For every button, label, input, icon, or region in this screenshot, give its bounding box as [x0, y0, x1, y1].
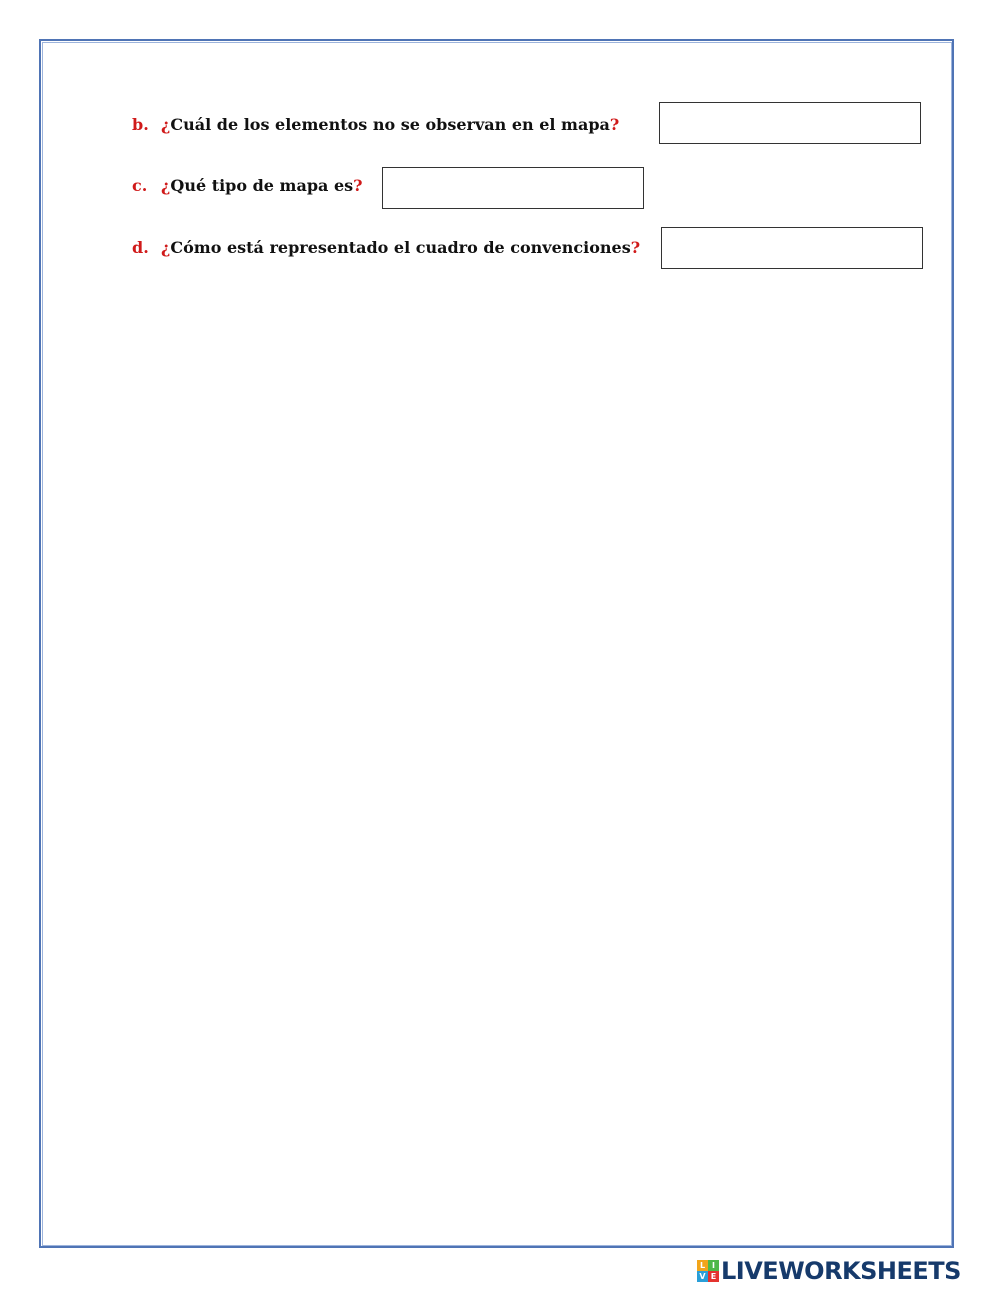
question-c	[132, 176, 363, 196]
answer-input-b[interactable]	[659, 102, 921, 144]
question-text: Qué tipo de mapa es	[170, 176, 354, 195]
question-close-mark: ?	[609, 115, 620, 134]
question-text: Cuál de los elementos no se observan en el mapa	[170, 115, 610, 134]
answer-input-c[interactable]	[382, 167, 644, 209]
logo-mark-letter: V	[697, 1271, 708, 1282]
question-letter: d.	[132, 238, 149, 257]
question-d	[132, 238, 640, 258]
question-letter: b.	[132, 115, 149, 134]
question-text: Cómo está representado el cuadro de convenciones	[170, 238, 631, 257]
logo-text: LIVEWORKSHEETS	[721, 1257, 961, 1285]
question-open-mark: ¿	[161, 238, 171, 257]
question-close-mark: ?	[353, 176, 363, 195]
question-open-mark: ¿	[161, 115, 171, 134]
liveworksheets-logo	[697, 1258, 961, 1284]
answer-input-d[interactable]	[661, 227, 923, 269]
question-b	[132, 115, 619, 135]
logo-mark-letter: E	[708, 1271, 719, 1282]
logo-mark-icon	[697, 1260, 719, 1282]
question-open-mark: ¿	[161, 176, 171, 195]
question-close-mark: ?	[630, 238, 641, 257]
logo-mark-letter: I	[708, 1260, 719, 1271]
page-border-inner	[42, 42, 952, 1246]
logo-mark-letter: L	[697, 1260, 708, 1271]
question-letter: c.	[132, 176, 148, 195]
